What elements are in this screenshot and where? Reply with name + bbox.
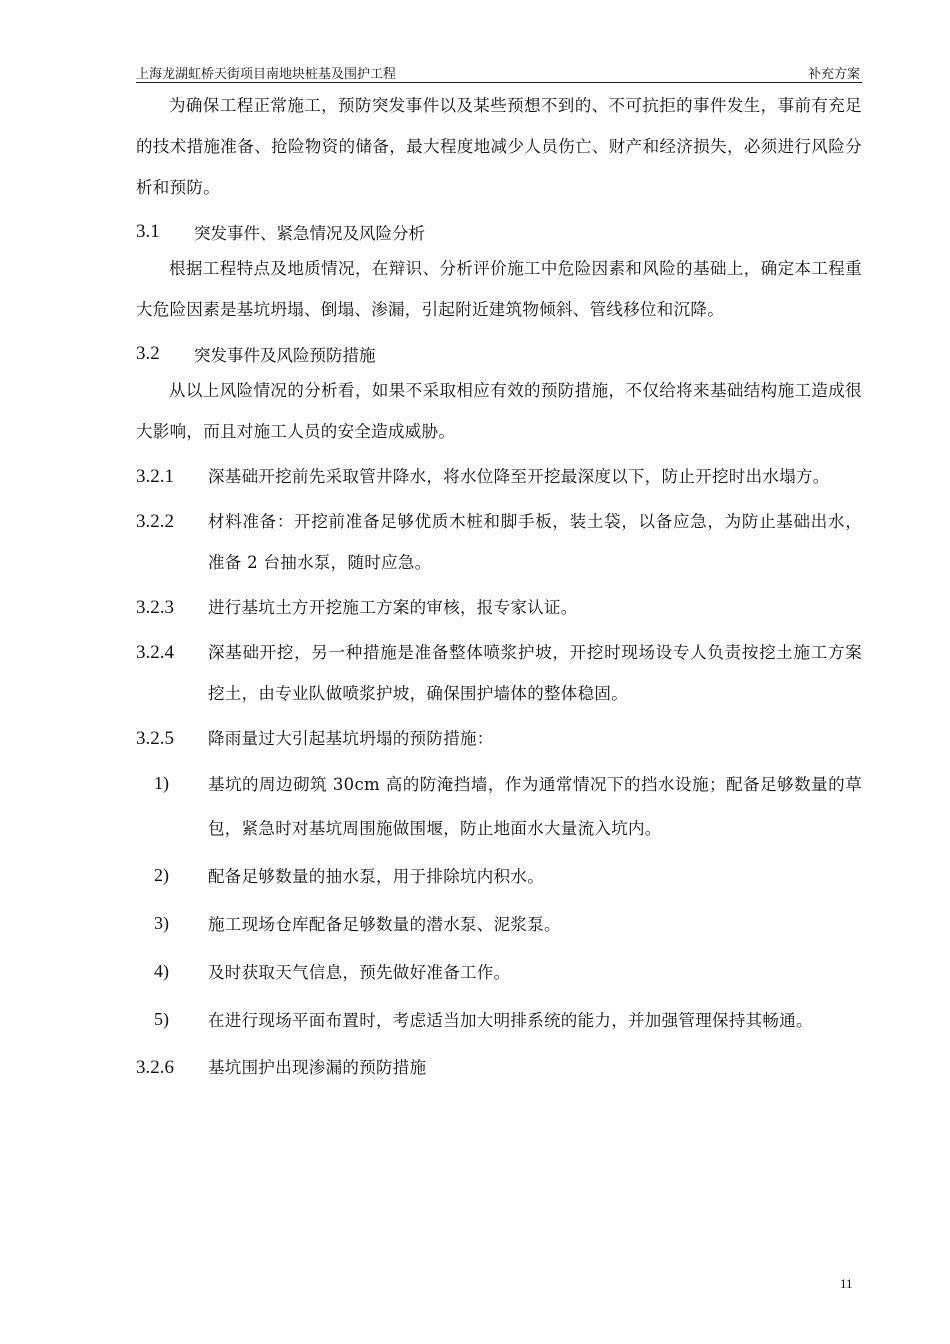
intro-paragraph: 为确保工程正常施工，预防突发事件以及某些预想不到的、不可抗拒的事件发生，事前有充足的技术措施准备、抢险物资的储备，最大程度地减少人员伤亡、财产和经济损失，必须进行风险分析和预防。 [136,96,862,197]
list-item-text: 施工现场仓库配备足够数量的潜水泵、泥浆泵。 [208,915,561,934]
list-item-text: 配备足够数量的抽水泵，用于排除坑内积水。 [208,867,544,886]
subsection-number: 3.2.4 [136,642,174,663]
subsection-number: 3.2.3 [136,597,174,618]
header-doc-type: 补充方案 [807,67,860,82]
section-title: 突发事件及风险预防措施 [194,346,376,365]
page-number: 11 [840,1276,853,1291]
page-header [136,60,862,83]
subsection-number: 3.2.2 [136,511,174,532]
section-3-2-body: 从以上风险情况的分析看，如果不采取相应有效的预防措施，不仅给将来基础结构施工造成很大影响，而且对施工人员的安全造成威胁。 [136,381,862,441]
list-item-number: 4) [154,961,169,981]
subsection-text: 降雨量过大引起基坑坍塌的预防措施： [208,729,494,748]
list-item-text: 及时获取天气信息，预先做好准备工作。 [208,963,511,982]
subsection-number: 3.2.1 [136,466,174,487]
list-item [136,763,862,851]
list-item [136,999,862,1043]
subsection-number: 3.2.6 [136,1057,174,1078]
subsection-3-2-3 [136,587,862,628]
header-project-title: 上海龙湖虹桥天街项目南地块桩基及围护工程 [136,67,397,82]
section-number: 3.1 [136,221,160,242]
list-item-text: 基坑的周边砌筑 30cm 高的防淹挡墙，作为通常情况下的挡水设施；配备足够数量的草包，紧急时对基坑周围施做围堰，防止地面水大量流入坑内。 [208,775,862,838]
subsection-text: 基坑围护出现渗漏的预防措施 [208,1058,427,1077]
subsection-text: 材料准备：开挖前准备足够优质木桩和脚手板，装土袋，以备应急，为防止基础出水，准备 2 台抽水泵，随时应急。 [208,512,862,572]
page-content [136,85,862,1088]
subsection-text: 进行基坑土方开挖施工方案的审核，报专家认证。 [208,598,578,617]
section-number: 3.2 [136,343,160,364]
subsection-text: 深基础开挖，另一种措施是准备整体喷浆护坡，开挖时现场设专人负责按挖土施工方案挖土，由专业队做喷浆护坡，确保围护墙体的整体稳固。 [208,643,862,703]
subsection-3-2-2 [136,501,862,583]
list-item [136,855,862,899]
list-item [136,951,862,995]
subsection-text: 深基础开挖前先采取管井降水，将水位降至开挖最深度以下，防止开挖时出水塌方。 [208,467,830,486]
list-item [136,903,862,947]
subsection-3-2-1 [136,456,862,497]
section-3-2-heading [136,338,862,370]
subsection-number: 3.2.5 [136,728,174,749]
section-3-1-heading [136,216,862,248]
list-item-number: 5) [154,1009,169,1029]
section-title: 突发事件、紧急情况及风险分析 [194,224,425,243]
list-item-number: 3) [154,913,169,933]
subsection-3-2-6 [136,1047,862,1088]
subsection-3-2-4 [136,632,862,714]
section-3-1-body: 根据工程特点及地质情况，在辩识、分析评价施工中危险因素和风险的基础上，确定本工程重大危险因素是基坑坍塌、倒塌、渗漏，引起附近建筑物倾斜、管线移位和沉降。 [136,259,862,319]
subsection-3-2-5 [136,718,862,759]
list-item-number: 1) [154,773,169,793]
list-item-number: 2) [154,865,169,885]
list-item-text: 在进行现场平面布置时，考虑适当加大明排系统的能力，并加强管理保持其畅通。 [208,1011,813,1030]
